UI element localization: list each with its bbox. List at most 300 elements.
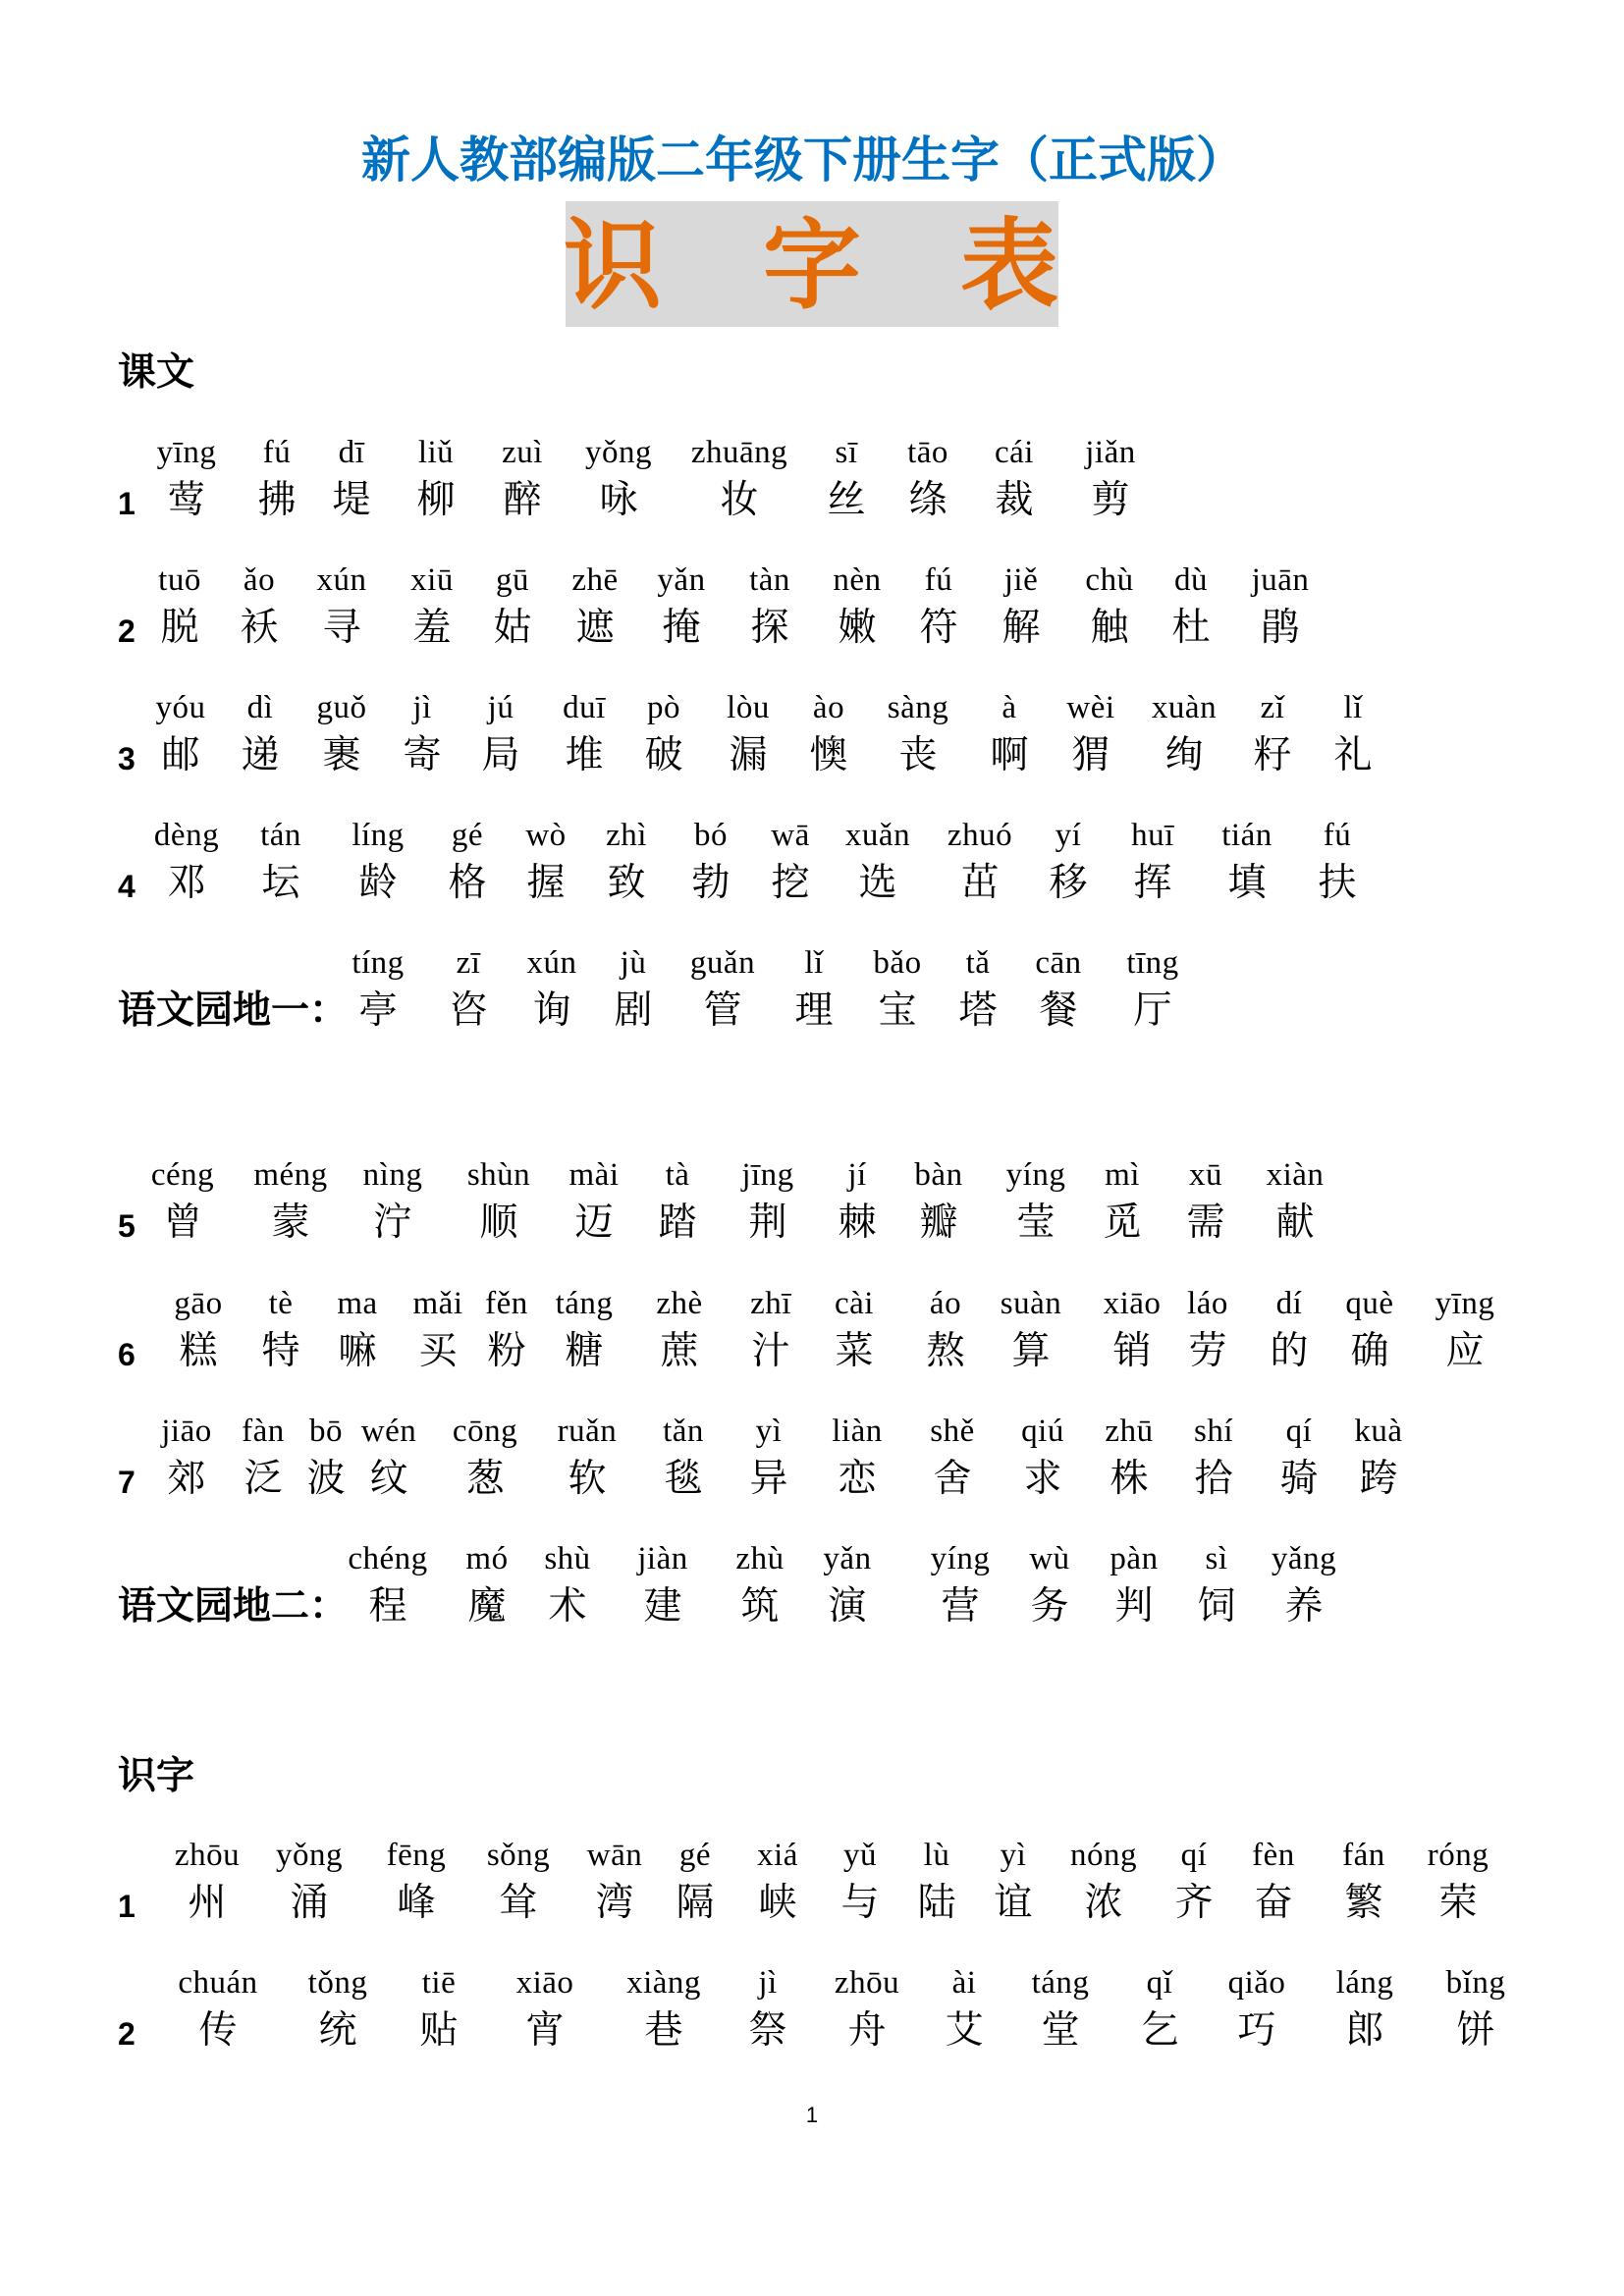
hanzi-char: 啊 bbox=[990, 733, 1029, 777]
hanzi-char: 拾 bbox=[1194, 1457, 1233, 1501]
row-number: 6 bbox=[118, 1337, 135, 1372]
pinyin-text: yǒng bbox=[585, 435, 652, 470]
pinyin-text: yǎng bbox=[1271, 1541, 1337, 1576]
pinyin-text: wù bbox=[1029, 1541, 1070, 1576]
pinyin-text: yì bbox=[1000, 1838, 1027, 1873]
hanzi-char: 邓 bbox=[167, 861, 206, 905]
hanzi-char: 筑 bbox=[740, 1584, 780, 1629]
hanzi-char: 演 bbox=[828, 1584, 867, 1629]
hanzi-char: 鹃 bbox=[1261, 606, 1300, 650]
banner-box bbox=[566, 201, 1058, 327]
pinyin-text: fèn bbox=[1252, 1838, 1295, 1873]
pinyin-text: céng bbox=[150, 1157, 215, 1193]
pinyin-text: gé bbox=[678, 1838, 712, 1873]
pinyin-text: xún bbox=[316, 562, 367, 598]
pinyin-text: zī bbox=[456, 945, 481, 981]
hanzi-char: 咨 bbox=[449, 988, 488, 1033]
hanzi-char: 祭 bbox=[748, 2008, 787, 2053]
vocab-item bbox=[788, 1543, 906, 1631]
hanzi-char: 袄 bbox=[240, 606, 279, 650]
vocab-item bbox=[486, 1967, 604, 2056]
pinyin-text: tán bbox=[260, 818, 301, 853]
pinyin-text: nìng bbox=[362, 1157, 423, 1193]
pinyin-text: yǔ bbox=[843, 1838, 877, 1873]
pinyin-text: qí bbox=[1180, 1838, 1208, 1873]
hanzi-char: 谊 bbox=[994, 1881, 1033, 1925]
hanzi-char: 致 bbox=[607, 861, 646, 905]
hanzi-char: 统 bbox=[318, 2008, 357, 2053]
hanzi-char: 亭 bbox=[358, 988, 398, 1033]
pinyin-text: dèng bbox=[153, 818, 220, 853]
pinyin-text: lǐ bbox=[804, 945, 824, 981]
lesson-row-4 bbox=[0, 820, 1624, 908]
hanzi-char: 菜 bbox=[835, 1329, 874, 1373]
pinyin-text: yì bbox=[755, 1414, 783, 1449]
vocab-item bbox=[1052, 437, 1169, 525]
pinyin-text: tè bbox=[268, 1286, 294, 1321]
hanzi-char: 棘 bbox=[838, 1201, 877, 1245]
pinyin-text: guǒ bbox=[316, 690, 367, 725]
pinyin-text: ǎo bbox=[243, 562, 276, 598]
vocab-item bbox=[819, 820, 937, 908]
row-number: 7 bbox=[118, 1465, 135, 1500]
hanzi-char: 管 bbox=[703, 988, 742, 1033]
hanzi-char: 破 bbox=[644, 733, 683, 777]
hanzi-char: 巧 bbox=[1237, 2008, 1276, 2053]
hanzi-char: 判 bbox=[1114, 1584, 1154, 1629]
hanzi-char: 荣 bbox=[1438, 1881, 1478, 1925]
pinyin-text: zhù bbox=[735, 1541, 785, 1576]
hanzi-char: 蔗 bbox=[660, 1329, 699, 1373]
pinyin-text: xiàn bbox=[1266, 1157, 1325, 1193]
section-heading-lessons: 课文 bbox=[118, 349, 195, 395]
pinyin-text: yóu bbox=[155, 690, 206, 725]
pinyin-text: líng bbox=[352, 818, 405, 853]
vocab-item bbox=[380, 1967, 498, 2056]
pinyin-text: xiāo bbox=[1103, 1286, 1162, 1321]
row-label: 语文园地一： bbox=[118, 988, 349, 1033]
vocab-item bbox=[1245, 1543, 1363, 1631]
vocab-item bbox=[1278, 820, 1396, 908]
pinyin-text: xiū bbox=[410, 562, 454, 598]
vocab-item bbox=[1198, 1967, 1316, 2056]
pinyin-text: tǎn bbox=[663, 1414, 704, 1449]
pinyin-text: yíng bbox=[930, 1541, 991, 1576]
hanzi-char: 求 bbox=[1023, 1457, 1062, 1501]
pinyin-text: xū bbox=[1189, 1157, 1222, 1193]
hanzi-char: 峰 bbox=[397, 1881, 436, 1925]
pinyin-text: nóng bbox=[1070, 1838, 1137, 1873]
hanzi-char: 程 bbox=[368, 1584, 407, 1629]
pinyin-text: fú bbox=[924, 562, 953, 598]
hanzi-char: 泞 bbox=[373, 1201, 412, 1245]
hanzi-char: 移 bbox=[1049, 861, 1088, 905]
pinyin-text: zhū bbox=[1105, 1414, 1154, 1449]
hanzi-char: 茁 bbox=[960, 861, 1000, 905]
vocab-item bbox=[605, 1967, 723, 2056]
hanzi-char: 格 bbox=[448, 861, 487, 905]
pinyin-text: xiàng bbox=[626, 1965, 701, 2001]
vocab-item bbox=[1406, 1288, 1524, 1376]
pinyin-text: zhōu bbox=[834, 1965, 900, 2001]
pinyin-text: guǎn bbox=[689, 945, 756, 981]
hanzi-char: 术 bbox=[548, 1584, 587, 1629]
pinyin-text: róng bbox=[1427, 1838, 1489, 1873]
hanzi-char: 郎 bbox=[1345, 2008, 1384, 2053]
hanzi-char: 建 bbox=[643, 1584, 682, 1629]
vocab-item bbox=[1320, 1415, 1437, 1504]
hanzi-char: 饼 bbox=[1456, 2008, 1495, 2053]
pinyin-text: shù bbox=[544, 1541, 591, 1576]
banner-char: 识 bbox=[564, 207, 662, 323]
hanzi-char: 醉 bbox=[503, 478, 542, 522]
pinyin-text: yíng bbox=[1005, 1157, 1066, 1193]
pinyin-text: chù bbox=[1085, 562, 1134, 598]
pinyin-text: jiàn bbox=[637, 1541, 688, 1576]
hanzi-char: 礼 bbox=[1333, 733, 1373, 777]
hanzi-char: 跨 bbox=[1359, 1457, 1398, 1501]
pinyin-text: tāo bbox=[907, 435, 948, 470]
page-title: 新人教部编版二年级下册生字（正式版） bbox=[361, 131, 1245, 188]
pinyin-text: lǐ bbox=[1343, 690, 1363, 725]
hanzi-char: 传 bbox=[198, 2008, 238, 2053]
pinyin-text: yí bbox=[1055, 818, 1082, 853]
literacy-row-1 bbox=[0, 1840, 1624, 1928]
hanzi-char: 坛 bbox=[261, 861, 300, 905]
hanzi-char: 解 bbox=[1001, 606, 1041, 650]
lesson-row-3 bbox=[0, 692, 1624, 780]
pinyin-text: liàn bbox=[832, 1414, 883, 1449]
hanzi-char: 纹 bbox=[369, 1457, 408, 1501]
pinyin-text: suàn bbox=[1000, 1286, 1062, 1321]
pinyin-text: ào bbox=[812, 690, 845, 725]
pinyin-text: yīng bbox=[156, 435, 217, 470]
pinyin-text: bǐng bbox=[1445, 1965, 1506, 2001]
pinyin-text: bàn bbox=[914, 1157, 963, 1193]
hanzi-char: 的 bbox=[1270, 1329, 1309, 1373]
pinyin-text: bó bbox=[694, 818, 728, 853]
lesson-row-7 bbox=[0, 1415, 1624, 1504]
hanzi-char: 裹 bbox=[322, 733, 361, 777]
pinyin-text: pàn bbox=[1110, 1541, 1159, 1576]
pinyin-text: cài bbox=[835, 1286, 874, 1321]
pinyin-text: ma bbox=[337, 1286, 378, 1321]
pinyin-text: qǐ bbox=[1146, 1965, 1173, 2001]
hanzi-char: 齐 bbox=[1174, 1881, 1214, 1925]
hanzi-char: 乞 bbox=[1140, 2008, 1179, 2053]
hanzi-char: 涌 bbox=[290, 1881, 329, 1925]
pinyin-text: láng bbox=[1335, 1965, 1394, 2001]
vocab-item bbox=[680, 437, 798, 525]
pinyin-text: qiǎo bbox=[1227, 1965, 1286, 2001]
pinyin-text: jīng bbox=[741, 1157, 794, 1193]
pinyin-text: bō bbox=[309, 1414, 343, 1449]
pinyin-text: táng bbox=[555, 1286, 614, 1321]
hanzi-char: 熬 bbox=[926, 1329, 965, 1373]
hanzi-char: 递 bbox=[241, 733, 280, 777]
pinyin-text: yǒng bbox=[276, 1838, 343, 1873]
pinyin-text: pò bbox=[647, 690, 680, 725]
pinyin-text: tàn bbox=[749, 562, 790, 598]
hanzi-char: 粉 bbox=[487, 1329, 526, 1373]
hanzi-char: 触 bbox=[1090, 606, 1129, 650]
row-number: 5 bbox=[118, 1208, 135, 1244]
pinyin-text: shí bbox=[1193, 1414, 1233, 1449]
pinyin-text: xiá bbox=[757, 1838, 798, 1873]
hanzi-char: 郊 bbox=[167, 1457, 206, 1501]
pinyin-text: jiǎn bbox=[1085, 435, 1136, 470]
hanzi-char: 营 bbox=[941, 1584, 980, 1629]
hanzi-char: 扶 bbox=[1318, 861, 1357, 905]
garden-row-1 bbox=[0, 947, 1624, 1036]
hanzi-char: 湾 bbox=[595, 1881, 634, 1925]
vocab-item bbox=[357, 1840, 475, 1928]
pinyin-text: yīng bbox=[1435, 1286, 1495, 1321]
hanzi-char: 务 bbox=[1030, 1584, 1069, 1629]
pinyin-text: fēng bbox=[386, 1838, 447, 1873]
pinyin-text: ài bbox=[951, 1965, 977, 2001]
hanzi-char: 糖 bbox=[565, 1329, 604, 1373]
lesson-row-2 bbox=[0, 564, 1624, 653]
hanzi-char: 嫩 bbox=[838, 606, 877, 650]
pinyin-text: jì bbox=[412, 690, 432, 725]
vocab-item bbox=[124, 1159, 242, 1248]
pinyin-text: fú bbox=[262, 435, 292, 470]
hanzi-char: 寻 bbox=[322, 606, 361, 650]
hanzi-char: 剧 bbox=[614, 988, 653, 1033]
vocab-item bbox=[148, 1840, 266, 1928]
section-heading-literacy: 识字 bbox=[118, 1753, 195, 1798]
pinyin-text: tíng bbox=[352, 945, 405, 981]
pinyin-text: shùn bbox=[466, 1157, 531, 1193]
hanzi-char: 需 bbox=[1186, 1201, 1225, 1245]
hanzi-char: 堆 bbox=[565, 733, 604, 777]
hanzi-char: 餐 bbox=[1039, 988, 1078, 1033]
hanzi-char: 懊 bbox=[809, 733, 848, 777]
pinyin-text: lòu bbox=[727, 690, 770, 725]
vocab-item bbox=[1417, 1967, 1535, 2056]
hanzi-char: 奋 bbox=[1254, 1881, 1293, 1925]
hanzi-char: 蒙 bbox=[271, 1201, 310, 1245]
hanzi-char: 杜 bbox=[1171, 606, 1211, 650]
literacy-row-2 bbox=[0, 1967, 1624, 2056]
hanzi-char: 羞 bbox=[412, 606, 452, 650]
pinyin-text: tǒng bbox=[307, 1965, 368, 2001]
pinyin-text: xuàn bbox=[1151, 690, 1218, 725]
pinyin-text: fàn bbox=[242, 1414, 285, 1449]
pinyin-text: jì bbox=[758, 1965, 778, 2001]
vocab-item bbox=[1399, 1840, 1517, 1928]
hanzi-char: 掩 bbox=[662, 606, 701, 650]
hanzi-char: 漏 bbox=[729, 733, 768, 777]
pinyin-text: fěn bbox=[485, 1286, 528, 1321]
pinyin-text: mì bbox=[1105, 1157, 1140, 1193]
hanzi-char: 嘛 bbox=[338, 1329, 377, 1373]
hanzi-char: 糕 bbox=[179, 1329, 218, 1373]
hanzi-char: 异 bbox=[749, 1457, 788, 1501]
pinyin-text: jù bbox=[620, 945, 647, 981]
pinyin-text: xuǎn bbox=[844, 818, 911, 853]
pinyin-text: yǎn bbox=[657, 562, 706, 598]
pinyin-text: cān bbox=[1035, 945, 1082, 981]
pinyin-text: wén bbox=[360, 1414, 417, 1449]
pinyin-text: dī bbox=[338, 435, 365, 470]
hanzi-char: 迈 bbox=[574, 1201, 614, 1245]
vocab-item bbox=[1294, 692, 1412, 780]
hanzi-char: 骑 bbox=[1279, 1457, 1319, 1501]
vocab-item bbox=[1236, 1159, 1354, 1248]
lesson-row-6 bbox=[0, 1288, 1624, 1376]
hanzi-char: 妆 bbox=[720, 478, 759, 522]
hanzi-char: 波 bbox=[306, 1457, 346, 1501]
hanzi-char: 莺 bbox=[167, 478, 206, 522]
hanzi-char: 特 bbox=[261, 1329, 300, 1373]
vocab-item bbox=[250, 1840, 368, 1928]
pinyin-text: tà bbox=[665, 1157, 690, 1193]
hanzi-char: 遮 bbox=[575, 606, 615, 650]
pinyin-text: wā bbox=[771, 818, 810, 853]
hanzi-char: 龄 bbox=[358, 861, 398, 905]
lesson-row-5 bbox=[0, 1159, 1624, 1248]
vocab-item bbox=[1094, 947, 1212, 1036]
hanzi-char: 养 bbox=[1284, 1584, 1324, 1629]
hanzi-char: 莹 bbox=[1016, 1201, 1056, 1245]
pinyin-text: shě bbox=[930, 1414, 975, 1449]
pinyin-text: jú bbox=[487, 690, 514, 725]
pinyin-text: wò bbox=[525, 818, 567, 853]
pinyin-text: sàng bbox=[887, 690, 949, 725]
row-number: 1 bbox=[118, 486, 135, 521]
hanzi-char: 绚 bbox=[1164, 733, 1204, 777]
hanzi-char: 剪 bbox=[1091, 478, 1130, 522]
pinyin-text: jiāo bbox=[161, 1414, 212, 1449]
page-number: 1 bbox=[805, 2103, 819, 2127]
hanzi-char: 算 bbox=[1011, 1329, 1051, 1373]
hanzi-char: 汁 bbox=[751, 1329, 790, 1373]
hanzi-char: 塔 bbox=[958, 988, 998, 1033]
hanzi-char: 陆 bbox=[917, 1881, 956, 1925]
hanzi-char: 应 bbox=[1445, 1329, 1485, 1373]
hanzi-char: 宵 bbox=[525, 2008, 565, 2053]
hanzi-char: 绦 bbox=[908, 478, 947, 522]
hanzi-char: 堤 bbox=[332, 478, 371, 522]
pinyin-text: qí bbox=[1285, 1414, 1313, 1449]
hanzi-char: 荆 bbox=[748, 1201, 787, 1245]
pinyin-text: tǎ bbox=[965, 945, 991, 981]
pinyin-text: zhè bbox=[656, 1286, 703, 1321]
pinyin-text: gū bbox=[496, 562, 529, 598]
pinyin-text: zhuāng bbox=[690, 435, 788, 470]
pinyin-text: mài bbox=[568, 1157, 620, 1193]
hanzi-char: 填 bbox=[1227, 861, 1267, 905]
row-number: 4 bbox=[118, 869, 135, 904]
vocab-item bbox=[972, 1288, 1090, 1376]
row-number: 3 bbox=[118, 741, 135, 776]
pinyin-text: huī bbox=[1131, 818, 1174, 853]
hanzi-char: 确 bbox=[1350, 1329, 1389, 1373]
hanzi-char: 献 bbox=[1275, 1201, 1315, 1245]
pinyin-text: chéng bbox=[348, 1541, 428, 1576]
hanzi-char: 峡 bbox=[758, 1881, 797, 1925]
pinyin-text: wèi bbox=[1066, 690, 1115, 725]
hanzi-char: 丝 bbox=[827, 478, 866, 522]
hanzi-char: 巷 bbox=[644, 2008, 683, 2053]
pinyin-text: què bbox=[1345, 1286, 1394, 1321]
hanzi-char: 勃 bbox=[691, 861, 731, 905]
pinyin-text: tīng bbox=[1126, 945, 1179, 981]
vocab-item bbox=[560, 437, 677, 525]
hanzi-char: 舟 bbox=[847, 2008, 887, 2053]
hanzi-char: 舍 bbox=[933, 1457, 972, 1501]
hanzi-char: 泛 bbox=[244, 1457, 283, 1501]
pinyin-text: áo bbox=[929, 1286, 962, 1321]
pinyin-text: fú bbox=[1323, 818, 1352, 853]
pinyin-text: dù bbox=[1174, 562, 1208, 598]
pinyin-text: juān bbox=[1251, 562, 1310, 598]
pinyin-text: zhì bbox=[606, 818, 647, 853]
pinyin-text: chuán bbox=[178, 1965, 258, 2001]
pinyin-text: liǔ bbox=[417, 435, 455, 470]
hanzi-char: 顺 bbox=[479, 1201, 518, 1245]
hanzi-char: 猬 bbox=[1071, 733, 1110, 777]
pinyin-text: cái bbox=[995, 435, 1034, 470]
vocab-item bbox=[232, 1159, 350, 1248]
hanzi-char: 觅 bbox=[1103, 1201, 1142, 1245]
pinyin-text: zuì bbox=[502, 435, 543, 470]
hanzi-char: 寄 bbox=[403, 733, 442, 777]
vocab-item bbox=[1306, 1967, 1424, 2056]
pinyin-text: láo bbox=[1187, 1286, 1228, 1321]
pinyin-text: tuō bbox=[158, 562, 201, 598]
hanzi-char: 毯 bbox=[664, 1457, 703, 1501]
vocab-item bbox=[334, 1159, 452, 1248]
pinyin-text: méng bbox=[253, 1157, 328, 1193]
pinyin-text: qiú bbox=[1021, 1414, 1064, 1449]
hanzi-char: 劳 bbox=[1188, 1329, 1227, 1373]
hanzi-char: 选 bbox=[858, 861, 897, 905]
hanzi-char: 与 bbox=[840, 1881, 880, 1925]
hanzi-char: 丧 bbox=[898, 733, 938, 777]
hanzi-char: 销 bbox=[1112, 1329, 1152, 1373]
banner-char: 表 bbox=[960, 207, 1058, 323]
hanzi-char: 询 bbox=[532, 988, 571, 1033]
hanzi-char: 踏 bbox=[658, 1201, 697, 1245]
hanzi-char: 耸 bbox=[499, 1881, 538, 1925]
hanzi-char: 州 bbox=[188, 1881, 227, 1925]
pinyin-text: tián bbox=[1221, 818, 1272, 853]
hanzi-char: 籽 bbox=[1253, 733, 1292, 777]
pinyin-text: sǒng bbox=[486, 1838, 551, 1873]
vocab-item bbox=[159, 1967, 277, 2056]
hanzi-char: 隔 bbox=[676, 1881, 715, 1925]
pinyin-text: bǎo bbox=[873, 945, 922, 981]
hanzi-char: 挥 bbox=[1133, 861, 1172, 905]
hanzi-char: 株 bbox=[1110, 1457, 1149, 1501]
pinyin-text: xiāo bbox=[515, 1965, 574, 2001]
pinyin-text: mó bbox=[465, 1541, 509, 1576]
hanzi-char: 探 bbox=[750, 606, 789, 650]
hanzi-char: 厅 bbox=[1133, 988, 1172, 1033]
row-number: 2 bbox=[118, 614, 135, 649]
hanzi-char: 裁 bbox=[995, 478, 1034, 522]
pinyin-text: lù bbox=[923, 1838, 950, 1873]
hanzi-char: 咏 bbox=[599, 478, 638, 522]
hanzi-char: 繁 bbox=[1344, 1881, 1383, 1925]
pinyin-text: gāo bbox=[174, 1286, 223, 1321]
pinyin-text: zhē bbox=[571, 562, 619, 598]
pinyin-text: xún bbox=[526, 945, 577, 981]
pinyin-text: ruǎn bbox=[557, 1414, 618, 1449]
